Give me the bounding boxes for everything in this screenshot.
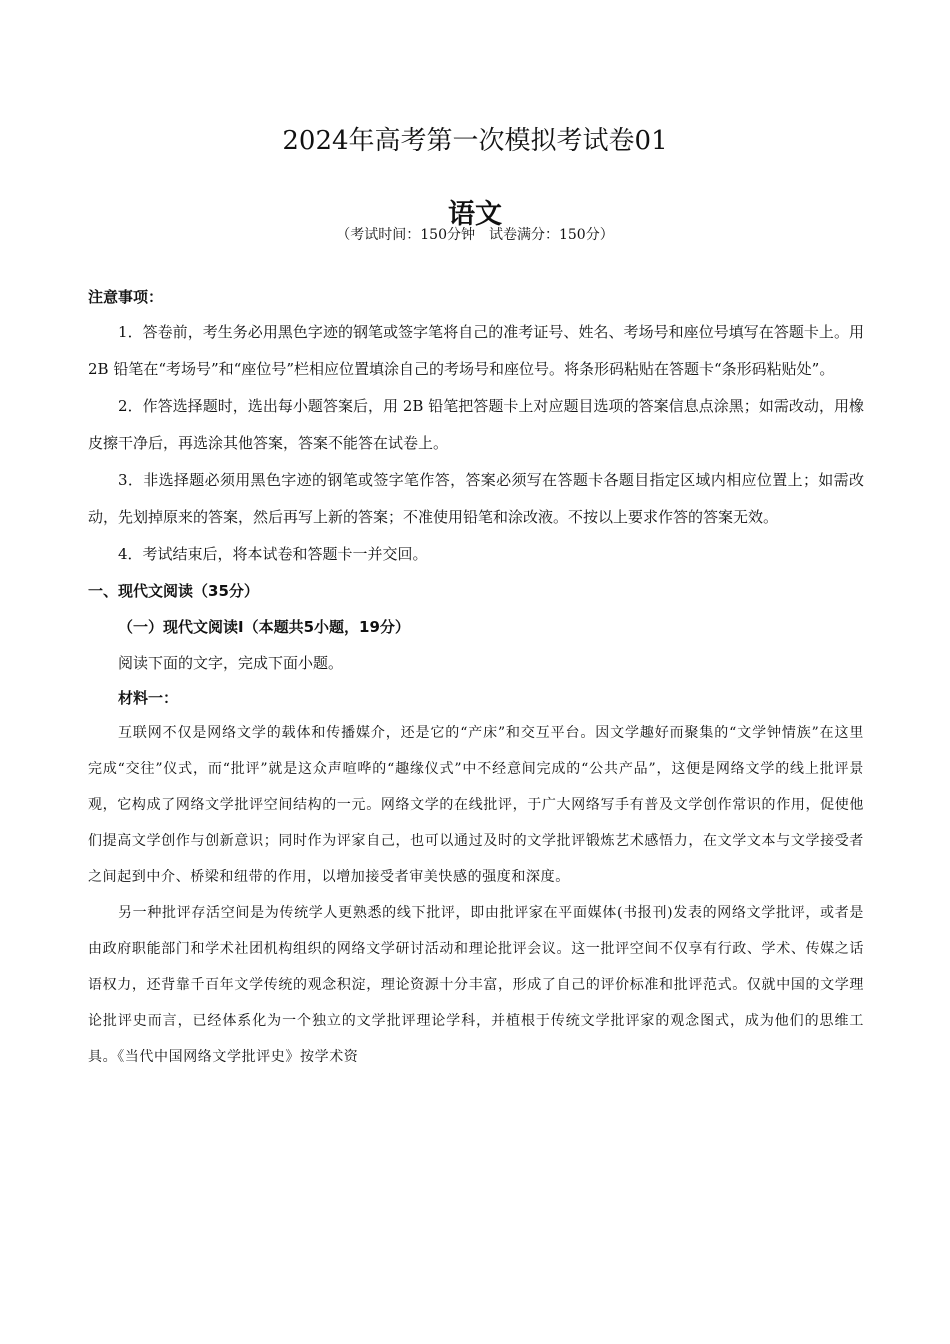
notice-item-1: 1．答卷前，考生务必用黑色字迹的钢笔或签字笔将自己的准考证号、姓名、考场号和座位号填写在答题卡上。用 2B 铅笔在“考场号”和“座位号”栏相应位置填涂自己的考场号和座位号。将条形码粘贴在答题卡“条形码粘贴处”。 [88, 323, 864, 378]
section-heading: 一、现代文阅读（35分） [88, 582, 259, 600]
notice-heading: 注意事项： [88, 288, 164, 306]
notice-item-4: 4．考试结束后，将本试卷和答题卡一并交回。 [118, 545, 428, 563]
notice-item-3: 3．非选择题必须用黑色字迹的钢笔或签字笔作答，答案必须写在答题卡各题目指定区域内相应位置上；如需改动，先划掉原来的答案，然后再写上新的答案；不准使用铅笔和涂改液。不按以上要求作答的答案无效。 [88, 471, 864, 526]
exam-title: 2024年高考第一次模拟考试卷01 [282, 126, 668, 156]
material-label: 材料一： [118, 689, 179, 707]
subject-title: 语文 [448, 199, 502, 230]
subsection-heading: （一）现代文阅读Ⅰ（本题共5小题，19分） [118, 618, 410, 636]
reading-instruction: 阅读下面的文字，完成下面小题。 [118, 654, 344, 672]
exam-content [88, 284, 864, 1075]
notice-item-2: 2．作答选择题时，选出每小题答案后，用 2B 铅笔把答题卡上对应题目选项的答案信息点涂黑；如需改动，用橡皮擦干净后，再选涂其他答案，答案不能答在试卷上。 [88, 397, 864, 452]
exam-info: （考试时间：150分钟 试卷满分：150分） [336, 227, 614, 243]
material-paragraph-1: 互联网不仅是网络文学的载体和传播媒介，还是它的“产床”和交互平台。因文学趣好而聚集的“文学钟情族”在这里完成“交往”仪式，而“批评”就是这众声喧哗的“趣缘仪式”中不经意间完成的“公共产品”，这便是网络文学的线上批评景观，它构成了网络文学批评空间结构的一元。网络文学的在线批评，于广大网络写手有普及文学创作常识的作用，促使他们提高文学创作与创新意识；同时作为评家自己，也可以通过及时的文学批评锻炼艺术感悟力，在文学文本与文学接受者之间起到中介、桥梁和纽带的作用，以增加接受者审美快感的强度和深度。 [88, 725, 864, 885]
material-paragraph-2: 另一种批评存活空间是为传统学人更熟悉的线下批评，即由批评家在平面媒体(书报刊)发表的网络文学批评，或者是由政府职能部门和学术社团机构组织的网络文学研讨活动和理论批评会议。这一批评空间不仅享有行政、学术、传媒之话语权力，还背靠千百年文学传统的观念积淀，理论资源十分丰富，形成了自己的评价标准和批评范式。仅就中国的文学理论批评史而言，已经体系化为一个独立的文学批评理论学科，并植根于传统文学批评家的观念图式，成为他们的思维工具。《当代中国网络文学批评史》按学术资 [88, 905, 864, 1065]
